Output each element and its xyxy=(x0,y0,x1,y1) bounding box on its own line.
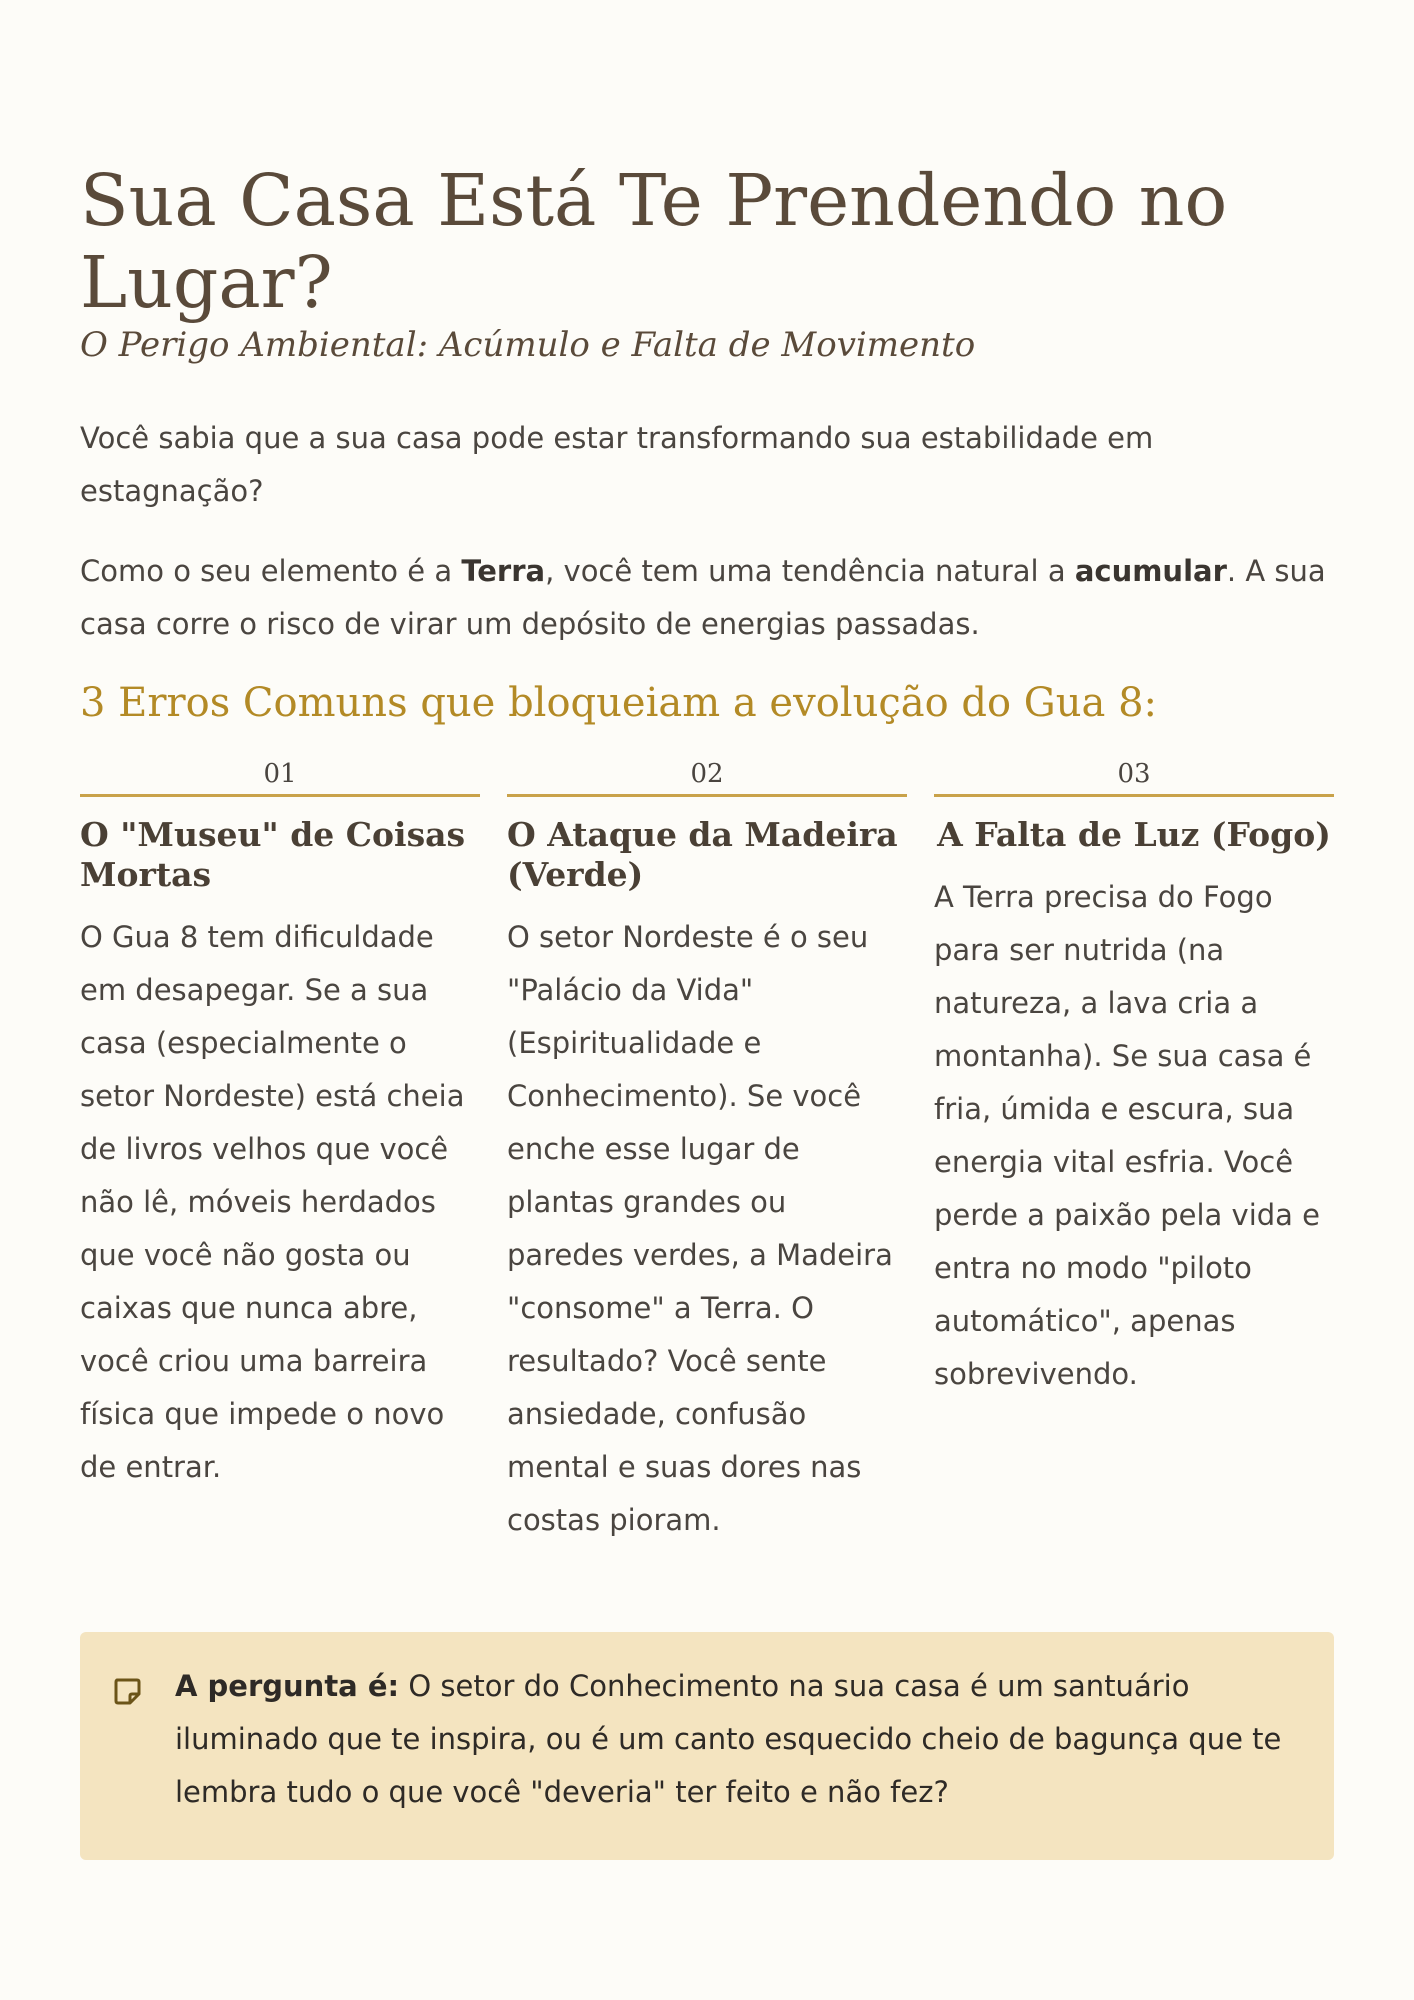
error-card-1 xyxy=(80,754,480,1494)
document-page xyxy=(80,160,1334,1547)
emphasis-acumular: acumular xyxy=(1074,554,1227,588)
note-icon xyxy=(112,1676,142,1706)
intro-paragraph-1: Você sabia que a sua casa pode estar transformando sua estabilidade em estagnação? xyxy=(80,421,1154,508)
card-body: A Terra precisa do Fogo para ser nutrida (na natureza, a lava cria a montanha). Se sua casa é fria, úmida e escura, sua energia vital esfria. Você perde a paixão pela vida e entra no modo "piloto automático", apenas sobrevivendo. xyxy=(934,880,1321,1391)
intro-text: , você tem uma tendência natural a xyxy=(545,554,1075,588)
card-body: O setor Nordeste é o seu "Palácio da Vida" (Espiritualidade e Conhecimento). Se você enche esse lugar de plantas grandes ou paredes verdes, a Madeira "consome" a Terra. O resultado? Você sente ansiedade, confusão mental e suas dores nas costas pioram. xyxy=(507,920,893,1537)
intro-text: . A sua casa corre o risco de virar um depósito de energias passadas. xyxy=(80,554,1326,641)
card-number: 03 xyxy=(934,754,1334,797)
card-number: 01 xyxy=(80,754,480,797)
question-callout xyxy=(80,1632,1334,1860)
callout-text xyxy=(175,1660,1304,1819)
card-title: A Falta de Luz (Fogo) xyxy=(937,815,1331,854)
card-title: O Ataque da Madeira (Verde) xyxy=(507,815,898,894)
intro-paragraph-2 xyxy=(80,545,1334,651)
section-heading: 3 Erros Comuns que bloqueiam a evolução do Gua 8: xyxy=(80,680,1157,726)
error-card-3 xyxy=(934,754,1334,1401)
intro-text: Como o seu elemento é a xyxy=(80,554,462,588)
error-cards xyxy=(80,754,1334,1547)
callout-label: A pergunta é: xyxy=(175,1669,400,1703)
page-subtitle: O Perigo Ambiental: Acúmulo e Falta de Movimento xyxy=(80,325,976,365)
emphasis-terra: Terra xyxy=(461,554,546,588)
callout-question: O setor do Conhecimento na sua casa é um santuário iluminado que te inspira, ou é um canto esquecido cheio de bagunça que te lembra tudo o que você "deveria" ter feito e não fez? xyxy=(175,1669,1282,1809)
card-body: O Gua 8 tem dificuldade em desapegar. Se a sua casa (especialmente o setor Nordeste) está cheia de livros velhos que você não lê, móveis herdados que você não gosta ou caixas que nunca abre, você criou uma barreira física que impede o novo de entrar. xyxy=(80,920,465,1484)
card-title: O "Museu" de Coisas Mortas xyxy=(80,815,466,894)
page-title: Sua Casa Está Te Prendendo no Lugar? xyxy=(80,159,1228,324)
error-card-2 xyxy=(507,754,907,1547)
card-number: 02 xyxy=(507,754,907,797)
